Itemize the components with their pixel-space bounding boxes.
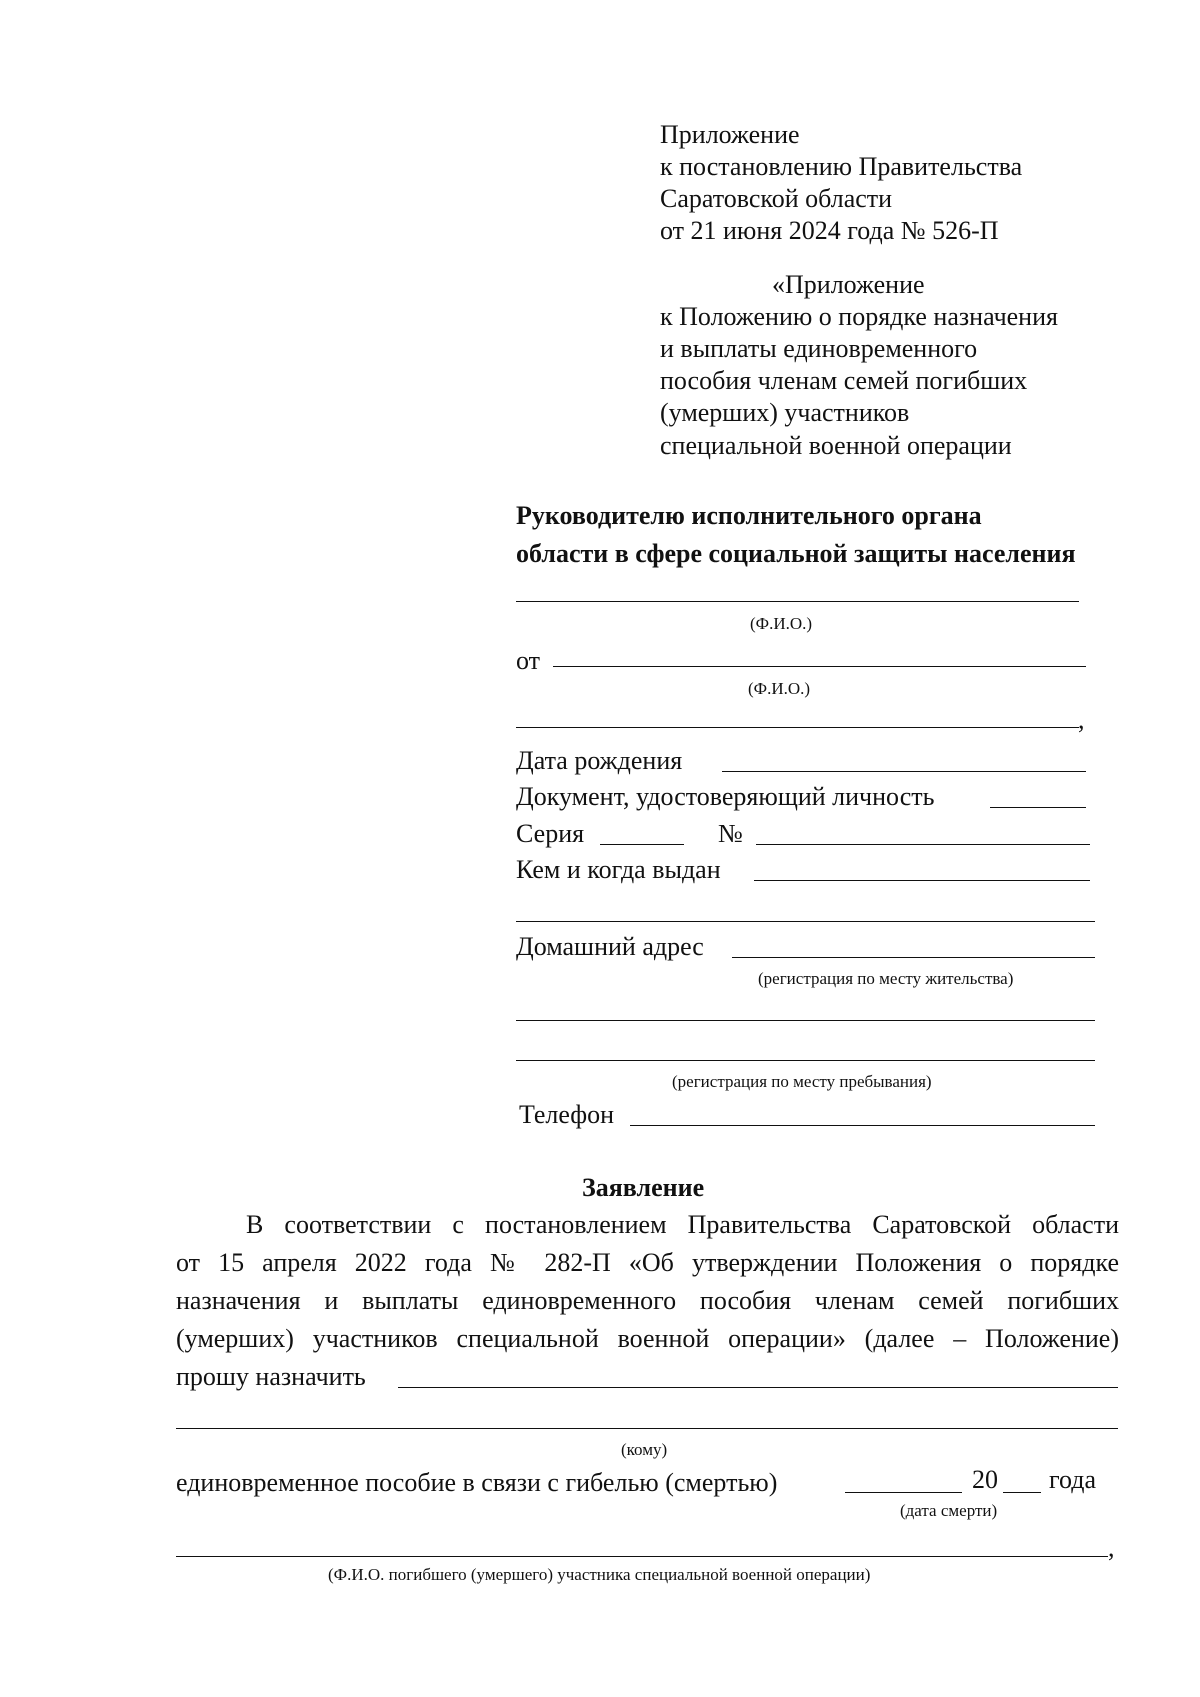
home-address-field-line[interactable]	[732, 957, 1095, 958]
applicant-fio-field-line[interactable]	[553, 666, 1086, 667]
year-prefix: 20	[972, 1465, 998, 1494]
issued-label: Кем и когда выдан	[516, 855, 721, 884]
recipient-continuation-line[interactable]	[176, 1428, 1118, 1429]
statement-title: Заявление	[582, 1173, 705, 1202]
to-whom-caption: (кому)	[621, 1440, 668, 1459]
home-address-label: Домашний адрес	[516, 932, 704, 961]
annex-resolution-line: к постановлению Правительства	[660, 152, 1023, 181]
head-fio-field-line[interactable]	[516, 601, 1079, 602]
year-suffix: года	[1049, 1465, 1097, 1494]
statement-paragraph-line: (умерших) участников специальной военной операции» (далее – Положение)	[176, 1324, 1119, 1353]
comma: ,	[1108, 1533, 1115, 1562]
id-document-label: Документ, удостоверяющий личность	[516, 782, 935, 811]
issued-field-line[interactable]	[754, 880, 1090, 881]
annex2-line: (умерших) участников	[660, 398, 910, 427]
benefit-text: единовременное пособие в связи с гибелью (смертью)	[176, 1468, 778, 1497]
recipient-field-line[interactable]	[398, 1387, 1118, 1388]
fio-caption: (Ф.И.О.)	[748, 679, 811, 698]
annex-title: Приложение	[660, 120, 800, 149]
birth-date-label: Дата рождения	[516, 746, 683, 775]
series-field-line[interactable]	[600, 844, 684, 845]
id-document-field-line[interactable]	[990, 807, 1086, 808]
annex2-line: и выплаты единовременного	[660, 334, 978, 363]
number-field-line[interactable]	[756, 844, 1090, 845]
statement-paragraph-line: назначения и выплаты единовременного пособия членам семей погибших	[176, 1286, 1119, 1315]
annex2-line: к Положению о порядке назначения	[660, 302, 1058, 331]
applicant-fio-continuation-line[interactable]	[516, 727, 1079, 728]
phone-field-line[interactable]	[630, 1125, 1095, 1126]
deceased-caption: (Ф.И.О. погибшего (умершего) участника специальной военной операции)	[328, 1565, 871, 1584]
death-date-field-line[interactable]	[845, 1492, 962, 1493]
addressee-line: области в сфере социальной защиты населения	[516, 539, 1076, 568]
from-label: от	[516, 646, 541, 675]
request-label: прошу назначить	[176, 1362, 366, 1391]
series-label: Серия	[516, 819, 585, 848]
annex2-title: «Приложение	[772, 270, 925, 299]
number-label: №	[718, 819, 743, 848]
death-year-field-line[interactable]	[1003, 1492, 1041, 1493]
residence-address-line[interactable]	[516, 1020, 1095, 1021]
annex-date-line: от 21 июня 2024 года № 526-П	[660, 216, 999, 245]
comma: ,	[1078, 705, 1085, 734]
issued-continuation-line[interactable]	[516, 921, 1095, 922]
deceased-fio-field-line[interactable]	[176, 1556, 1108, 1557]
death-date-caption: (дата смерти)	[900, 1501, 998, 1520]
stay-caption: (регистрация по месту пребывания)	[672, 1072, 932, 1091]
residence-caption: (регистрация по месту жительства)	[758, 969, 1014, 988]
annex2-line: специальной военной операции	[660, 431, 1012, 460]
fio-caption: (Ф.И.О.)	[750, 614, 813, 633]
statement-paragraph-line: В соответствии с постановлением Правительства Саратовской области	[246, 1210, 1119, 1239]
addressee-line: Руководителю исполнительного органа	[516, 501, 982, 530]
statement-paragraph-line: от 15 апреля 2022 года № 282-П «Об утверждении Положения о порядке	[176, 1248, 1119, 1277]
phone-label: Телефон	[519, 1100, 615, 1129]
birth-date-field-line[interactable]	[722, 771, 1086, 772]
annex2-line: пособия членам семей погибших	[660, 366, 1028, 395]
annex-region-line: Саратовской области	[660, 184, 893, 213]
stay-address-line[interactable]	[516, 1060, 1095, 1061]
